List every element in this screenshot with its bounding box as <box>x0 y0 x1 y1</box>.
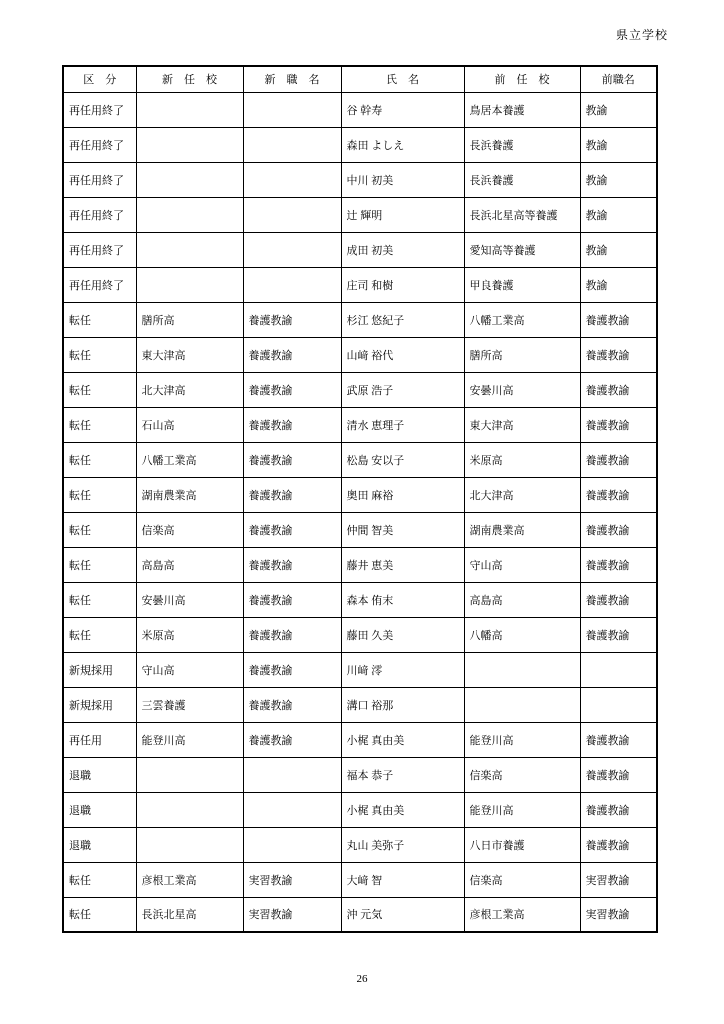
table-cell: 教諭 <box>580 127 657 162</box>
table-cell: 森本 侑末 <box>341 582 464 617</box>
table-cell: 実習教諭 <box>243 897 341 932</box>
table-cell: 小梶 真由美 <box>341 722 464 757</box>
table-cell: 庄司 和樹 <box>341 267 464 302</box>
table-cell: 鳥居本養護 <box>464 92 580 127</box>
table-cell: 養護教諭 <box>243 372 341 407</box>
table-cell: 再任用終了 <box>63 92 136 127</box>
table-cell: 転任 <box>63 302 136 337</box>
table-cell: 養護教諭 <box>243 302 341 337</box>
table-row <box>63 792 657 827</box>
table-cell: 養護教諭 <box>243 582 341 617</box>
table-cell: 沖 元気 <box>341 897 464 932</box>
table-cell: 長浜北星高等養護 <box>464 197 580 232</box>
table-cell <box>136 127 243 162</box>
table-row <box>63 617 657 652</box>
table-row <box>63 547 657 582</box>
table-cell: 小梶 真由美 <box>341 792 464 827</box>
table-cell: 養護教諭 <box>243 407 341 442</box>
table-row <box>63 897 657 932</box>
table-cell: 養護教諭 <box>580 582 657 617</box>
table-cell: 教諭 <box>580 232 657 267</box>
table-row <box>63 92 657 127</box>
table-cell <box>136 267 243 302</box>
table-cell: 杉江 悠紀子 <box>341 302 464 337</box>
table-cell: 再任用 <box>63 722 136 757</box>
table-cell: 山﨑 裕代 <box>341 337 464 372</box>
table-cell: 退職 <box>63 792 136 827</box>
table-cell: 養護教諭 <box>580 512 657 547</box>
table-cell <box>136 232 243 267</box>
table-cell: 八日市養護 <box>464 827 580 862</box>
table-cell: 転任 <box>63 442 136 477</box>
table-cell: 実習教諭 <box>580 897 657 932</box>
table-cell: 大﨑 智 <box>341 862 464 897</box>
table-cell: 仲間 智美 <box>341 512 464 547</box>
personnel-table <box>62 65 658 933</box>
table-cell: 転任 <box>63 897 136 932</box>
table-cell: 藤田 久美 <box>341 617 464 652</box>
table-cell: 養護教諭 <box>243 337 341 372</box>
table-cell <box>243 267 341 302</box>
table-cell: 長浜養護 <box>464 127 580 162</box>
table-cell: 実習教諭 <box>580 862 657 897</box>
table-cell: 転任 <box>63 547 136 582</box>
table-cell <box>464 687 580 722</box>
table-cell: 森田 よしえ <box>341 127 464 162</box>
table-cell: 能登川高 <box>464 792 580 827</box>
table-cell: 転任 <box>63 337 136 372</box>
header-new-title: 新 職 名 <box>243 66 341 92</box>
page-number: 26 <box>356 973 368 985</box>
table-cell: 長浜北星高 <box>136 897 243 932</box>
table-row <box>63 722 657 757</box>
table-cell: 谷 幹寿 <box>341 92 464 127</box>
table-cell: 長浜養護 <box>464 162 580 197</box>
table-cell: 養護教諭 <box>580 722 657 757</box>
table-cell: 転任 <box>63 407 136 442</box>
table-cell: 養護教諭 <box>580 372 657 407</box>
table-cell: 教諭 <box>580 92 657 127</box>
table-cell <box>136 792 243 827</box>
table-cell: 養護教諭 <box>243 722 341 757</box>
table-cell: 武原 浩子 <box>341 372 464 407</box>
table-cell: 再任用終了 <box>63 197 136 232</box>
table-cell: 転任 <box>63 512 136 547</box>
table-cell: 能登川高 <box>464 722 580 757</box>
table-cell: 中川 初美 <box>341 162 464 197</box>
table-cell: 松島 安以子 <box>341 442 464 477</box>
table-cell: 膳所高 <box>464 337 580 372</box>
table-cell <box>243 197 341 232</box>
table-row <box>63 477 657 512</box>
table-header-row <box>63 66 657 92</box>
table-cell: 米原高 <box>136 617 243 652</box>
table-cell: 愛知高等養護 <box>464 232 580 267</box>
table-cell: 教諭 <box>580 267 657 302</box>
table-cell <box>580 652 657 687</box>
table-cell: 養護教諭 <box>243 652 341 687</box>
table-cell: 辻 輝明 <box>341 197 464 232</box>
table-cell: 福本 恭子 <box>341 757 464 792</box>
table-cell: 安曇川高 <box>464 372 580 407</box>
table-cell: 奥田 麻裕 <box>341 477 464 512</box>
table-cell <box>243 162 341 197</box>
table-row <box>63 687 657 722</box>
table-cell: 三雲養護 <box>136 687 243 722</box>
table-cell: 転任 <box>63 372 136 407</box>
table-cell: 彦根工業高 <box>136 862 243 897</box>
header-new-school: 新 任 校 <box>136 66 243 92</box>
table-cell: 新規採用 <box>63 687 136 722</box>
table-body <box>63 92 657 932</box>
table-cell: 養護教諭 <box>243 442 341 477</box>
table-cell: 転任 <box>63 862 136 897</box>
table-cell: 甲良養護 <box>464 267 580 302</box>
table-row <box>63 407 657 442</box>
table-cell: 転任 <box>63 582 136 617</box>
table-cell: 養護教諭 <box>580 407 657 442</box>
header-name: 氏 名 <box>341 66 464 92</box>
table-cell <box>580 687 657 722</box>
table-cell: 再任用終了 <box>63 162 136 197</box>
table-cell: 養護教諭 <box>580 827 657 862</box>
table-cell: 教諭 <box>580 162 657 197</box>
table-cell: 養護教諭 <box>580 617 657 652</box>
table-cell <box>243 827 341 862</box>
table-row <box>63 512 657 547</box>
table-cell <box>243 92 341 127</box>
table-cell: 八幡高 <box>464 617 580 652</box>
table-cell: 安曇川高 <box>136 582 243 617</box>
table-cell: 八幡工業高 <box>464 302 580 337</box>
table-cell <box>243 127 341 162</box>
table-cell: 養護教諭 <box>580 442 657 477</box>
table-cell: 養護教諭 <box>580 477 657 512</box>
table-cell: 再任用終了 <box>63 267 136 302</box>
table-row <box>63 232 657 267</box>
table-cell: 養護教諭 <box>580 792 657 827</box>
table-cell: 転任 <box>63 477 136 512</box>
table-cell: 北大津高 <box>136 372 243 407</box>
table-row <box>63 862 657 897</box>
table-cell: 養護教諭 <box>243 512 341 547</box>
table-cell <box>243 792 341 827</box>
table-cell: 養護教諭 <box>243 687 341 722</box>
table-cell: 再任用終了 <box>63 127 136 162</box>
table-cell: 養護教諭 <box>580 302 657 337</box>
table-row <box>63 302 657 337</box>
table-cell: 川﨑 澪 <box>341 652 464 687</box>
table-row <box>63 127 657 162</box>
table-cell: 東大津高 <box>136 337 243 372</box>
table-row <box>63 197 657 232</box>
table-cell: 膳所高 <box>136 302 243 337</box>
table-cell <box>136 92 243 127</box>
table-cell <box>136 197 243 232</box>
table-cell: 養護教諭 <box>243 617 341 652</box>
table-cell: 高島高 <box>464 582 580 617</box>
table-cell: 彦根工業高 <box>464 897 580 932</box>
table-cell: 能登川高 <box>136 722 243 757</box>
table-row <box>63 337 657 372</box>
table-cell: 守山高 <box>464 547 580 582</box>
table-cell: 湖南農業高 <box>136 477 243 512</box>
table-cell: 守山高 <box>136 652 243 687</box>
table-cell: 養護教諭 <box>580 757 657 792</box>
table-cell: 石山高 <box>136 407 243 442</box>
table-cell: 信楽高 <box>136 512 243 547</box>
table-cell: 北大津高 <box>464 477 580 512</box>
table-cell: 東大津高 <box>464 407 580 442</box>
table-cell: 養護教諭 <box>580 337 657 372</box>
table-cell <box>243 232 341 267</box>
corner-label: 県立学校 <box>615 28 668 42</box>
table-row <box>63 652 657 687</box>
table-cell: 信楽高 <box>464 862 580 897</box>
table-cell: 湖南農業高 <box>464 512 580 547</box>
table-cell <box>136 162 243 197</box>
table-cell: 転任 <box>63 617 136 652</box>
header-category: 区 分 <box>63 66 136 92</box>
table-row <box>63 442 657 477</box>
table-cell: 養護教諭 <box>580 547 657 582</box>
header-previous-title: 前職名 <box>580 66 657 92</box>
table-cell: 藤井 恵美 <box>341 547 464 582</box>
table-cell: 再任用終了 <box>63 232 136 267</box>
table-row <box>63 827 657 862</box>
table-cell <box>136 757 243 792</box>
table-cell: 退職 <box>63 757 136 792</box>
table-cell: 養護教諭 <box>243 547 341 582</box>
table-row <box>63 372 657 407</box>
table-cell: 丸山 美弥子 <box>341 827 464 862</box>
header-previous-school: 前 任 校 <box>464 66 580 92</box>
table-cell <box>243 757 341 792</box>
table-cell: 実習教諭 <box>243 862 341 897</box>
table-cell: 溝口 裕那 <box>341 687 464 722</box>
table-cell: 養護教諭 <box>243 477 341 512</box>
table-cell: 米原高 <box>464 442 580 477</box>
table-cell: 成田 初美 <box>341 232 464 267</box>
table-cell: 八幡工業高 <box>136 442 243 477</box>
table-cell: 信楽高 <box>464 757 580 792</box>
table-row <box>63 162 657 197</box>
table-cell: 退職 <box>63 827 136 862</box>
table-cell <box>464 652 580 687</box>
table-cell: 新規採用 <box>63 652 136 687</box>
table-header <box>63 66 657 92</box>
table-cell: 高島高 <box>136 547 243 582</box>
table-row <box>63 757 657 792</box>
table-cell: 教諭 <box>580 197 657 232</box>
table-cell <box>136 827 243 862</box>
table-row <box>63 582 657 617</box>
table-cell: 清水 恵理子 <box>341 407 464 442</box>
table-row <box>63 267 657 302</box>
